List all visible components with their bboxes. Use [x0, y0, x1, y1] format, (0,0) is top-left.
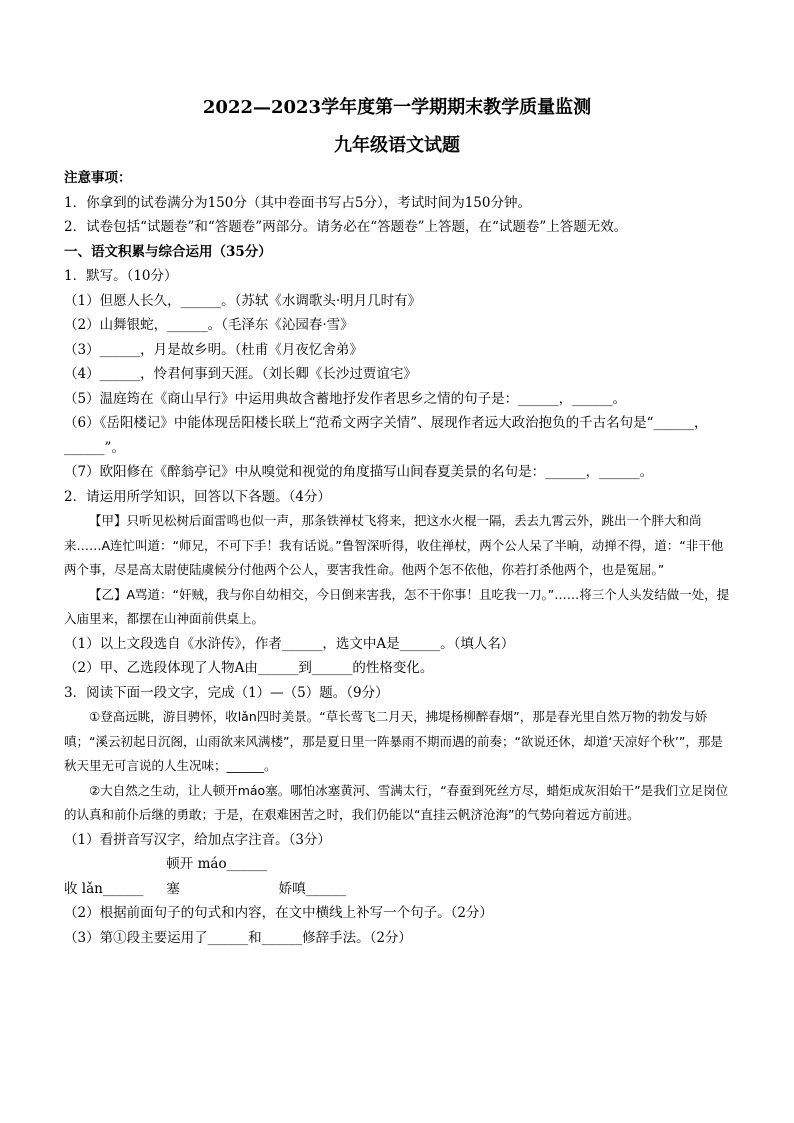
notice-item-2: 2．试卷包括“试题卷”和“答题卷”两部分。请务必在“答题卷”上答题，在“试题卷”上答题无效。 [64, 219, 628, 235]
q1-item-7: （7）欧阳修在《醉翁亭记》中从嗅觉和视觉的角度描写山间春夏美景的名句是：______，______。 [64, 464, 654, 480]
q3-paragraph-1: ①登高远眺，游目骋怀，收lǎn四时美景。“草长莺飞二月天，拂堤杨柳醉春烟”，那是春光里自然万物的勃发与娇嗔；“溪云初起日沉阁，山雨欲来风满楼”，那是夏日里一阵暴雨不期而遇的前奏；“欲说还休，却道‘天凉好个秋’”，那是秋天里无可言说的人生况味；______。 [64, 709, 723, 773]
notice-item-1: 1．你拿到的试卷满分为150分（其中卷面书写占5分），考试时间为150分钟。 [64, 194, 531, 211]
pinyin-blank-chen: 娇嗔______ [278, 880, 347, 897]
q3-pinyin-row [64, 852, 730, 901]
q1-item-6: （6）《岳阳楼记》中能体现岳阳楼长联上“范希文两字关情”、展现作者远大政治抱负的千古名句是“______，______”。 [64, 415, 708, 456]
pinyin-blank-lan: 收 lǎn______ [64, 880, 144, 897]
q1-item-2: （2）山舞银蛇，______。（毛泽东《沁园春·雪》 [64, 317, 354, 333]
q2-passage-yi: 【乙】A骂道：“奸贼，我与你自幼相交，今日倒来害我，怎不干你事！且吃我一刀。”……将三个人头发结做一处，提入庙里来，都摆在山神面前供桌上。 [64, 586, 730, 626]
q1-item-3: （3）______，月是故乡明。（杜甫《月夜忆舍弟》 [64, 341, 363, 358]
page-subtitle: 九年级语文试题 [334, 135, 460, 156]
q1-item-1: （1）但愿人长久，______。（苏轼《水调歌头·明月几时有》 [64, 292, 422, 309]
q2-passage-jia: 【甲】只听见松树后面雷鸣也似一声，那条铁禅杖飞将来，把这水火棍一隔，丢去九霄云外，跳出一个胖大和尚来……A连忙叫道：“师兄，不可下手！我有话说。”鲁智深听得，收住禅杖，两个公人呆了半晌，动掸不得，道：“非干他两个事，尽是高太尉使陆虞候分付他两个公人，要害我性命。他两个怎不依他，你若打杀他两个，也是冤屈。” [64, 513, 724, 577]
q2-stem: 2．请运用所学知识，回答以下各题。（4分） [64, 488, 331, 505]
q2-item-2: （2）甲、乙选段体现了人物A由______到______的性格变化。 [64, 660, 434, 676]
q1-item-4: （4）______，怜君何事到天涯。（刘长卿《长沙过贾谊宅》 [64, 366, 417, 382]
section-heading: 一、语文积累与综合运用（35分） [64, 243, 272, 260]
q1-stem: 1．默写。（10分） [64, 268, 178, 284]
q3-paragraph-2: ②大自然之生动，让人顿开máo塞。哪怕冰塞黄河、雪满太行，“春蚕到死丝方尽，蜡炬成灰泪始干”是我们立足岗位的认真和前仆后继的勇敢；于是，在艰难困苦之时，我们仍能以“直挂云帆济沧海”的气势向着远方前进。 [64, 782, 729, 822]
q1-item-5: （5）温庭筠在《商山早行》中运用典故含蓄地抒发作者思乡之情的句子是：______，______。 [64, 390, 627, 407]
q3-item-2: （2）根据前面句子的句式和内容，在文中横线上补写一个句子。（2分） [64, 905, 493, 921]
notice-heading: 注意事项： [64, 170, 132, 186]
q2-item-1: （1）以上文段选自《水浒传》，作者______，选文中A是______。（填人名） [64, 635, 515, 652]
pinyin-blank-mao: 顿开 máo______塞 [166, 856, 268, 897]
q3-item-3: （3）第①段主要运用了______和______修辞手法。（2分） [64, 929, 412, 946]
q3-stem: 3．阅读下面一段文字，完成（1）—（5）题。（9分） [64, 684, 389, 701]
page-title: 2022—2023学年度第一学期期末教学质量监测 [202, 97, 592, 118]
q3-item-1: （1）看拼音写汉字，给加点字注音。（3分） [64, 831, 331, 848]
